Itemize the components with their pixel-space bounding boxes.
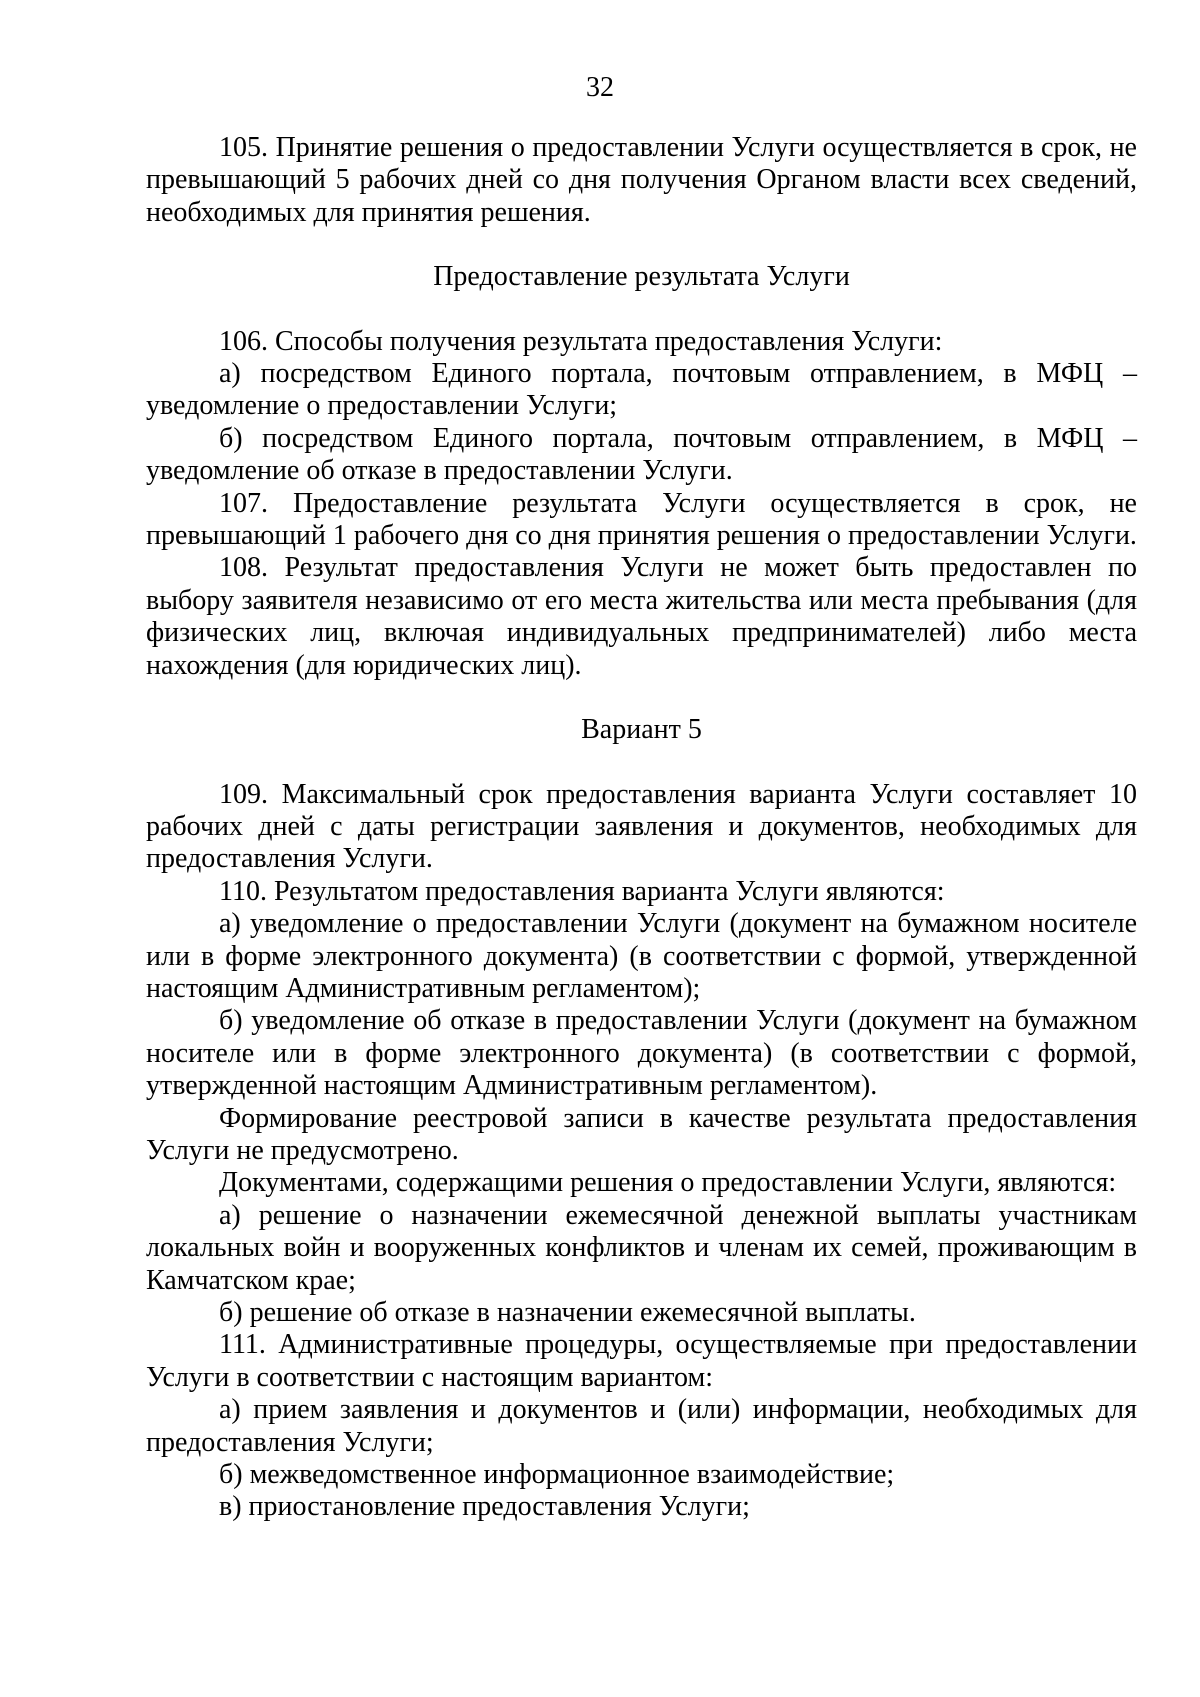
paragraph-107: 107. Предоставление результата Услуги осуществляется в срок, не превышающий 1 рабочего дня со дня принятия решения о предоставлении Услуги. (146, 487, 1137, 552)
paragraph-106-a: а) посредством Единого портала, почтовым отправлением, в МФЦ – уведомление о предоставлении Услуги; (146, 358, 1137, 422)
paragraph-106-b: б) посредством Единого портала, почтовым отправлением, в МФЦ – уведомление об отказе в предоставлении Услуги. (146, 422, 1137, 487)
document-body (146, 132, 1137, 1524)
paragraph-decision-documents: Документами, содержащими решения о предоставлении Услуги, являются: (219, 1167, 1117, 1199)
section-heading-variant-5: Вариант 5 (581, 714, 702, 746)
page-number: 32 (586, 72, 614, 103)
section-heading-result: Предоставление результата Услуги (433, 261, 850, 293)
spacer (146, 294, 1137, 326)
spacer (146, 682, 1137, 714)
paragraph-108: 108. Результат предоставления Услуги не может быть предоставлен по выбору заявителя независимо от его места жительства или места пребывания (для физических лиц, включая индивидуальных предпринимателей) либо места нахождения (для юридических лиц). (146, 552, 1137, 681)
paragraph-111-c: в) приостановление предоставления Услуги; (219, 1491, 750, 1523)
paragraph-decision-b: б) решение об отказе в назначении ежемесячной выплаты. (219, 1297, 916, 1328)
paragraph-decision-a: а) решение о назначении ежемесячной денежной выплаты участникам локальных войн и вооруженных конфликтов и членам их семей, проживающим в Камчатском крае; (146, 1199, 1137, 1296)
paragraph-105: 105. Принятие решения о предоставлении Услуги осуществляется в срок, не превышающий 5 рабочих дней со дня получения Органом власти всех сведений, необходимых для принятия решения. (146, 132, 1137, 228)
paragraph-109: 109. Максимальный срок предоставления варианта Услуги составляет 10 рабочих дней с даты регистрации заявления и документов, необходимых для предоставления Услуги. (146, 778, 1137, 875)
paragraph-111-a: а) прием заявления и документов и (или) информации, необходимых для предоставления Услуги; (146, 1394, 1137, 1458)
paragraph-111-b: б) межведомственное информационное взаимодействие; (219, 1459, 895, 1491)
spacer (146, 229, 1137, 261)
spacer (146, 747, 1137, 779)
paragraph-111: 111. Административные процедуры, осуществляемые при предоставлении Услуги в соответствии с настоящим вариантом: (146, 1329, 1137, 1393)
paragraph-110: 110. Результатом предоставления варианта Услуги являются: (219, 875, 945, 907)
paragraph-110-a: а) уведомление о предоставлении Услуги (документ на бумажном носителе или в форме электронного документа) (в соответствии с формой, утвержденной настоящим Административным регламентом); (146, 908, 1137, 1004)
paragraph-110-b: б) уведомление об отказе в предоставлении Услуги (документ на бумажном носителе или в форме электронного документа) (в соответствии с формой, утвержденной настоящим Административным регламентом). (146, 1005, 1137, 1102)
paragraph-registry-record: Формирование реестровой записи в качестве результата предоставления Услуги не предусмотрено. (146, 1102, 1137, 1166)
paragraph-106: 106. Способы получения результата предоставления Услуги: (219, 325, 943, 357)
